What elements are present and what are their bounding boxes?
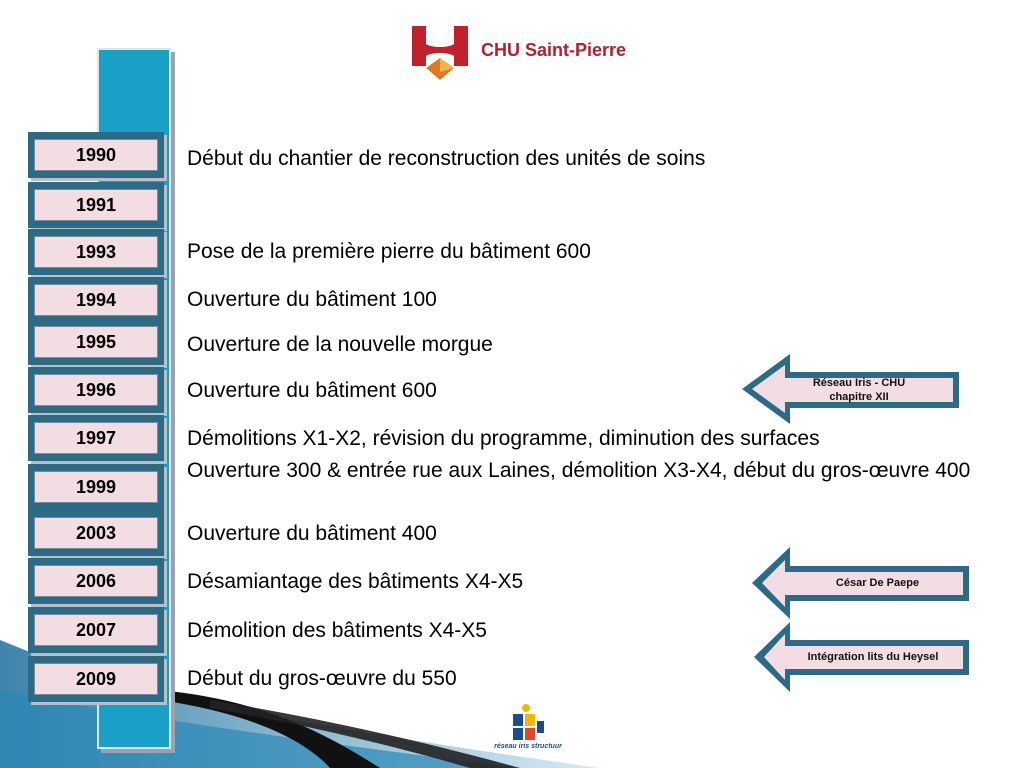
year-box xyxy=(28,277,164,323)
year-label: 1993 xyxy=(34,236,158,268)
event-text: Pose de la première pierre du bâtiment 600 xyxy=(187,240,591,263)
year-label: 1990 xyxy=(34,139,158,171)
year-label: 2003 xyxy=(34,517,158,549)
callout-arrow xyxy=(750,545,972,621)
year-box xyxy=(28,229,164,275)
year-label: 2009 xyxy=(34,663,158,695)
callout-label: César De Paepe xyxy=(835,577,920,589)
event-text: Ouverture de la nouvelle morgue xyxy=(187,333,493,356)
year-label: 1995 xyxy=(34,326,158,358)
year-box xyxy=(28,607,164,653)
event-text: Début du gros-œuvre du 550 xyxy=(187,667,457,690)
chu-emblem-icon xyxy=(410,22,470,82)
event-text: Ouverture du bâtiment 100 xyxy=(187,288,437,311)
event-text: Ouverture du bâtiment 400 xyxy=(187,522,437,545)
callout-arrow xyxy=(752,620,972,694)
event-text: Démolition des bâtiments X4-X5 xyxy=(187,619,487,642)
year-box xyxy=(28,510,164,556)
year-box xyxy=(28,132,164,178)
year-box xyxy=(28,367,164,413)
year-box xyxy=(28,656,164,702)
year-box xyxy=(28,415,164,461)
logo-text: CHU Saint-Pierre xyxy=(481,40,627,60)
year-box xyxy=(28,182,164,228)
event-text: Désamiantage des bâtiments X4-X5 xyxy=(187,570,524,593)
year-label: 1991 xyxy=(34,189,158,221)
reseau-iris-logo xyxy=(483,703,573,763)
year-box xyxy=(28,464,164,510)
event-text: Ouverture 300 & entrée rue aux Laines, démolition X3-X4, début du gros-œuvre 400 xyxy=(187,459,971,482)
year-label: 1999 xyxy=(34,471,158,503)
callout-arrow xyxy=(740,352,964,426)
chu-saint-pierre-logo xyxy=(410,22,627,84)
event-text: Début du chantier de reconstruction des unités de soins xyxy=(187,147,706,170)
event-text: Ouverture du bâtiment 600 xyxy=(187,379,437,402)
callout-label: Réseau Iris - CHU chapitre XII xyxy=(812,377,906,403)
event-text: Démolitions X1-X2, révision du programme, diminution des surfaces xyxy=(187,427,820,450)
callout-label: Intégration lits du Heysel xyxy=(807,651,939,663)
year-box xyxy=(28,558,164,604)
iris-emblem-icon xyxy=(483,703,573,743)
year-box xyxy=(28,319,164,365)
year-label: 1994 xyxy=(34,284,158,316)
year-label: 2006 xyxy=(34,565,158,597)
year-label: 2007 xyxy=(34,614,158,646)
year-label: 1997 xyxy=(34,422,158,454)
year-label: 1996 xyxy=(34,374,158,406)
iris-logo-text: réseau iris structuur xyxy=(494,743,562,750)
